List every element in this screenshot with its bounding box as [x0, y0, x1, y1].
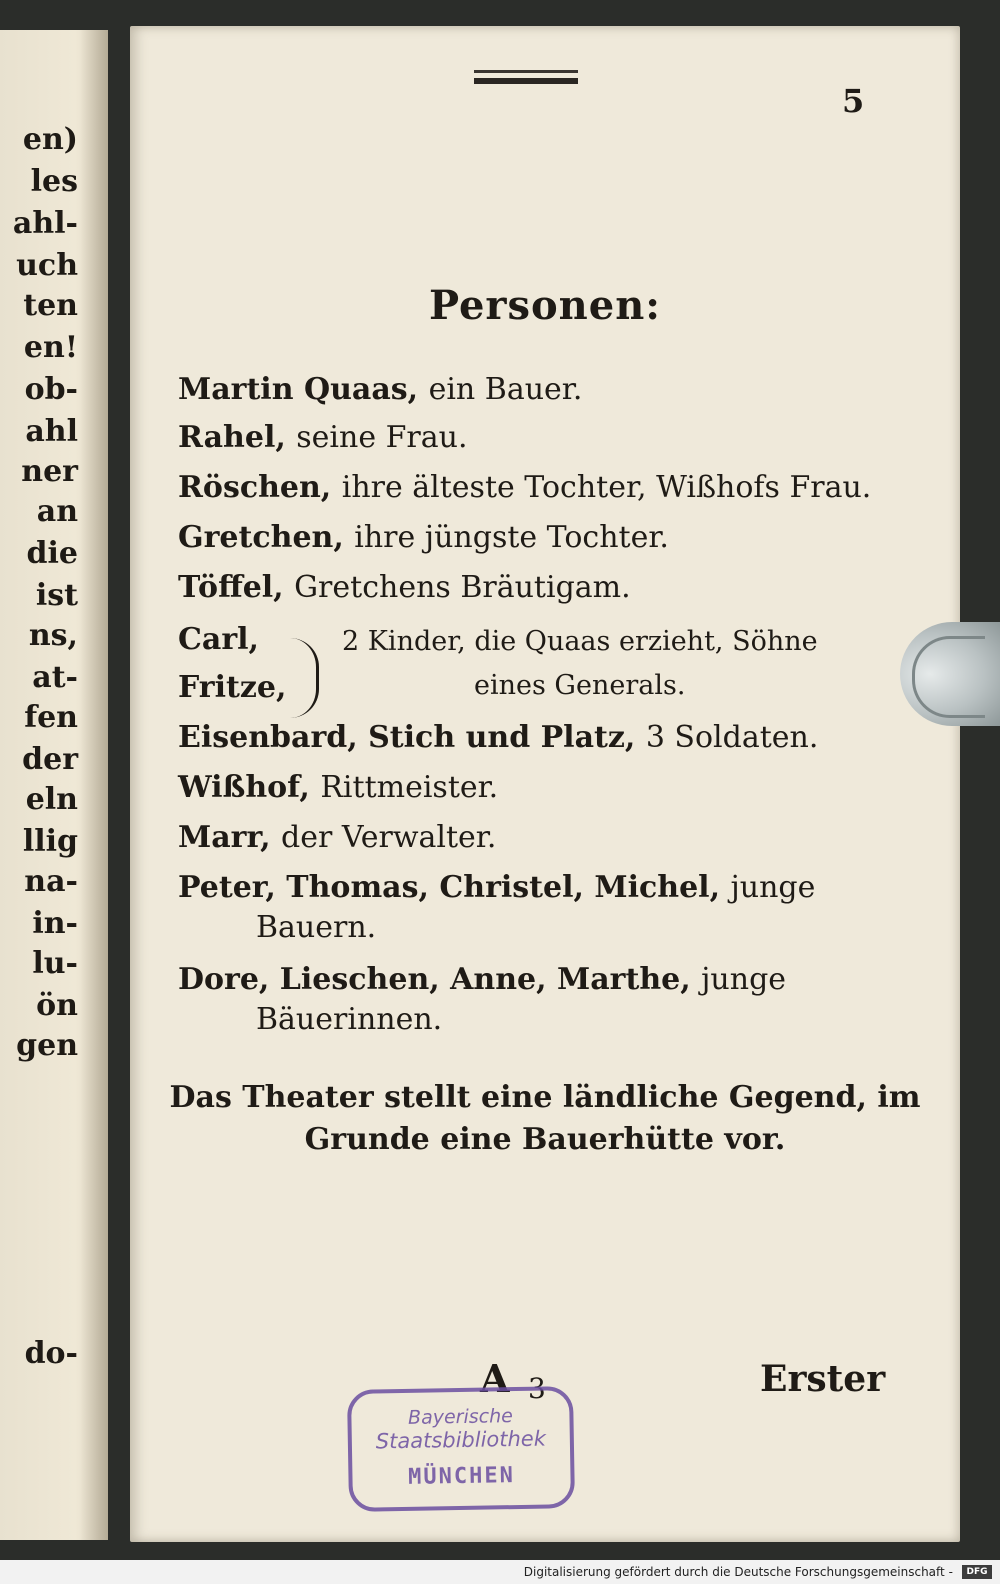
left-page-line: at- [32, 660, 78, 695]
left-page-line: na- [24, 864, 78, 899]
stage-direction-line: Das Theater stellt eine ländliche Gegend, im [169, 1080, 921, 1115]
cast-line [474, 670, 685, 701]
left-page-line: ist [35, 578, 78, 613]
cast-description: Rittmeister. [320, 770, 499, 805]
top-rule [474, 70, 578, 84]
left-page-line: ahl [25, 414, 78, 449]
stamp-line: MÜNCHEN [407, 1463, 516, 1490]
book-clip [900, 622, 1000, 726]
left-page-line: ten [23, 288, 78, 323]
cast-description: Bauern. [256, 910, 377, 945]
cast-name: Röschen, [178, 470, 332, 505]
cast-line [178, 770, 498, 805]
dfg-logo-icon: DFG [962, 1565, 992, 1579]
library-stamp [347, 1386, 575, 1512]
left-page-line: in- [32, 906, 78, 941]
cast-line [178, 470, 871, 505]
cast-name: Peter, Thomas, Christel, Michel, [178, 870, 721, 905]
left-page-line: an [36, 494, 78, 529]
cast-line [178, 820, 496, 855]
signature-number: 3 [528, 1372, 546, 1405]
cast-line [178, 720, 818, 755]
left-page-line: der [22, 742, 78, 777]
left-page-line: do- [24, 1336, 78, 1371]
cast-line [178, 622, 259, 657]
left-page-line: llig [22, 824, 78, 859]
stage-direction-line: Grunde eine Bauerhütte vor. [304, 1122, 786, 1157]
left-page-line: die [26, 536, 78, 571]
cast-name: Gretchen, [178, 520, 344, 555]
left-page-line: en! [23, 330, 78, 365]
page-number: 5 [842, 82, 865, 120]
cast-description: ihre jüngste Tochter. [354, 520, 669, 555]
cast-description: eines Generals. [474, 670, 686, 701]
clip-inner [912, 636, 985, 718]
left-facing-page [0, 30, 108, 1540]
cast-line [178, 372, 582, 407]
cast-line [178, 520, 669, 555]
catchword: Erster [760, 1358, 886, 1400]
left-page-line: en) [22, 122, 78, 157]
cast-name: Fritze, [178, 670, 287, 705]
left-page-line: ön [36, 988, 78, 1023]
cast-description: 3 Soldaten. [645, 720, 819, 755]
cast-name: Martin Quaas, [178, 372, 419, 407]
left-page-line: uch [16, 248, 78, 283]
cast-description: junge [730, 870, 816, 905]
cast-description: Gretchens Bräutigam. [294, 570, 631, 605]
left-page-line: ner [21, 454, 78, 489]
left-page-line: eln [25, 782, 78, 817]
bracket [290, 638, 319, 718]
stamp-line: Staatsbibliothek [375, 1426, 547, 1454]
page-heading: Personen: [428, 282, 662, 329]
cast-description: Bäuerinnen. [256, 1002, 443, 1037]
left-page-line: ahl- [12, 206, 78, 241]
cast-name: Carl, [178, 622, 259, 657]
cast-description: seine Frau. [296, 420, 468, 455]
cast-name: Rahel, [178, 420, 286, 455]
cast-description: der Verwalter. [280, 820, 497, 855]
left-page-line: fen [24, 700, 78, 735]
cast-line [178, 420, 468, 455]
cast-line [178, 670, 286, 705]
cast-name: Dore, Lieschen, Anne, Marthe, [178, 962, 691, 997]
cast-line [178, 962, 786, 997]
cast-description: 2 Kinder, die Quaas erzieht, Söhne [342, 626, 818, 657]
cast-line [178, 570, 631, 605]
cast-description: ein Bauer. [428, 372, 583, 407]
cast-line [256, 1002, 442, 1037]
left-page-line: lu- [32, 946, 78, 981]
cast-line [342, 626, 818, 657]
cast-name: Marr, [178, 820, 271, 855]
footer-credit: Digitalisierung gefördert durch die Deutsche Forschungsgemeinschaft - [523, 1565, 953, 1579]
left-page-line: ns, [28, 618, 78, 653]
book-page [130, 26, 960, 1542]
cast-name: Eisenbard, Stich und Platz, [178, 720, 636, 755]
left-page-line: gen [16, 1028, 78, 1063]
stamp-line: Bayerische [407, 1405, 514, 1429]
page-gutter [80, 30, 108, 1540]
cast-description: ihre älteste Tochter, Wißhofs Frau. [341, 470, 872, 505]
signature-mark: A [480, 1356, 510, 1401]
cast-name: Töffel, [178, 570, 284, 605]
cast-description: junge [701, 962, 787, 997]
cast-line [256, 910, 376, 945]
cast-name: Wißhof, [178, 770, 310, 805]
footer-bar [0, 1560, 1000, 1584]
left-page-line: les [30, 164, 78, 199]
left-page-line: ob- [24, 372, 78, 407]
cast-line [178, 870, 815, 905]
